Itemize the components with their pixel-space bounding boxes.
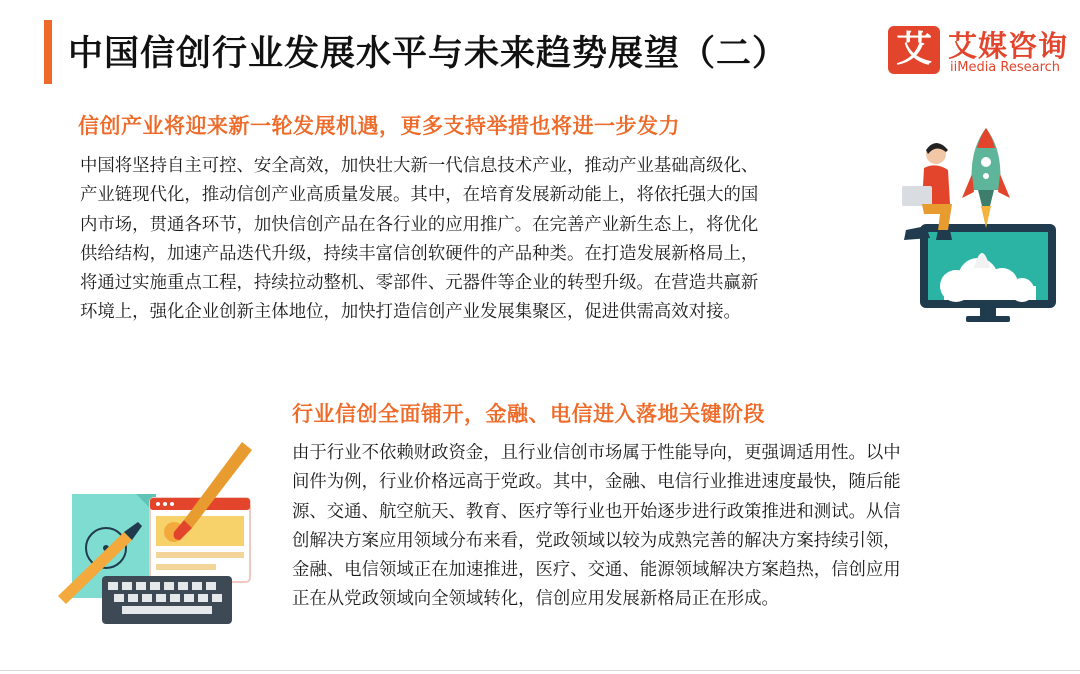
section2-heading: 行业信创全面铺开，金融、电信进入落地关键阶段 — [292, 402, 765, 426]
paragraph-line: 正在从党政领域向全领域转化，信创应用发展新格局正在形成。 — [292, 589, 779, 610]
paragraph-line: 创解决方案应用领域分布来看，党政领域以较为成熟完善的解决方案持续引领， — [292, 530, 901, 551]
paragraph-line: 内市场，贯通各环节，加快信创产品在各行业的应用推广。在完善产业新生态上，将优化 — [80, 214, 759, 235]
logo-mark: 艾 — [888, 26, 940, 74]
paragraph-line: 将通过实施重点工程，持续拉动整机、零部件、元器件等企业的转型升级。在营造共赢新 — [80, 273, 759, 294]
section2-paragraph — [292, 439, 1010, 615]
paragraph-line: 产业链现代化，推动信创产业高质量发展。其中，在培育发展新动能上，将依托强大的国 — [80, 185, 759, 206]
title-accent-bar — [44, 20, 52, 84]
paragraph-line: 由于行业不依赖财政资金，且行业信创市场属于性能导向，更强调适用性。以中 — [292, 443, 901, 463]
design-tools-illustration — [52, 436, 264, 632]
page-title: 中国信创行业发展水平与未来趋势展望（二） — [68, 34, 789, 74]
logo-name-cn: 艾媒咨询 — [948, 29, 1069, 63]
logo-name-en: iiMedia Research — [950, 60, 1061, 75]
iimedia-logo — [888, 24, 1068, 80]
paragraph-line: 源、交通、航空航天、教育、医疗等行业也开始逐步进行政策推进和测试。从信 — [292, 501, 901, 522]
paragraph-line: 间件为例，行业价格远高于党政。其中，金融、电信行业推进速度最快，随后能 — [292, 472, 901, 493]
paragraph-line: 中国将坚持自主可控、安全高效，加快壮大新一代信息技术产业，推动产业基础高级化、 — [80, 156, 759, 176]
section1-paragraph — [80, 152, 880, 328]
section1-heading: 信创产业将迎来新一轮发展机遇，更多支持举措也将进一步发力 — [78, 114, 680, 138]
footer-divider — [0, 670, 1080, 671]
paragraph-line: 供给结构，加速产品迭代升级，持续丰富信创软硬件的产品种类。在打造发展新格局上， — [80, 243, 759, 264]
paragraph-line: 金融、电信领域正在加速推进，医疗、交通、能源领域解决方案趋热，信创应用 — [292, 560, 901, 581]
rocket-monitor-illustration — [886, 118, 1062, 328]
paragraph-line: 环境上，强化企业创新主体地位，加快打造信创产业发展集聚区，促进供需高效对接。 — [80, 302, 741, 323]
